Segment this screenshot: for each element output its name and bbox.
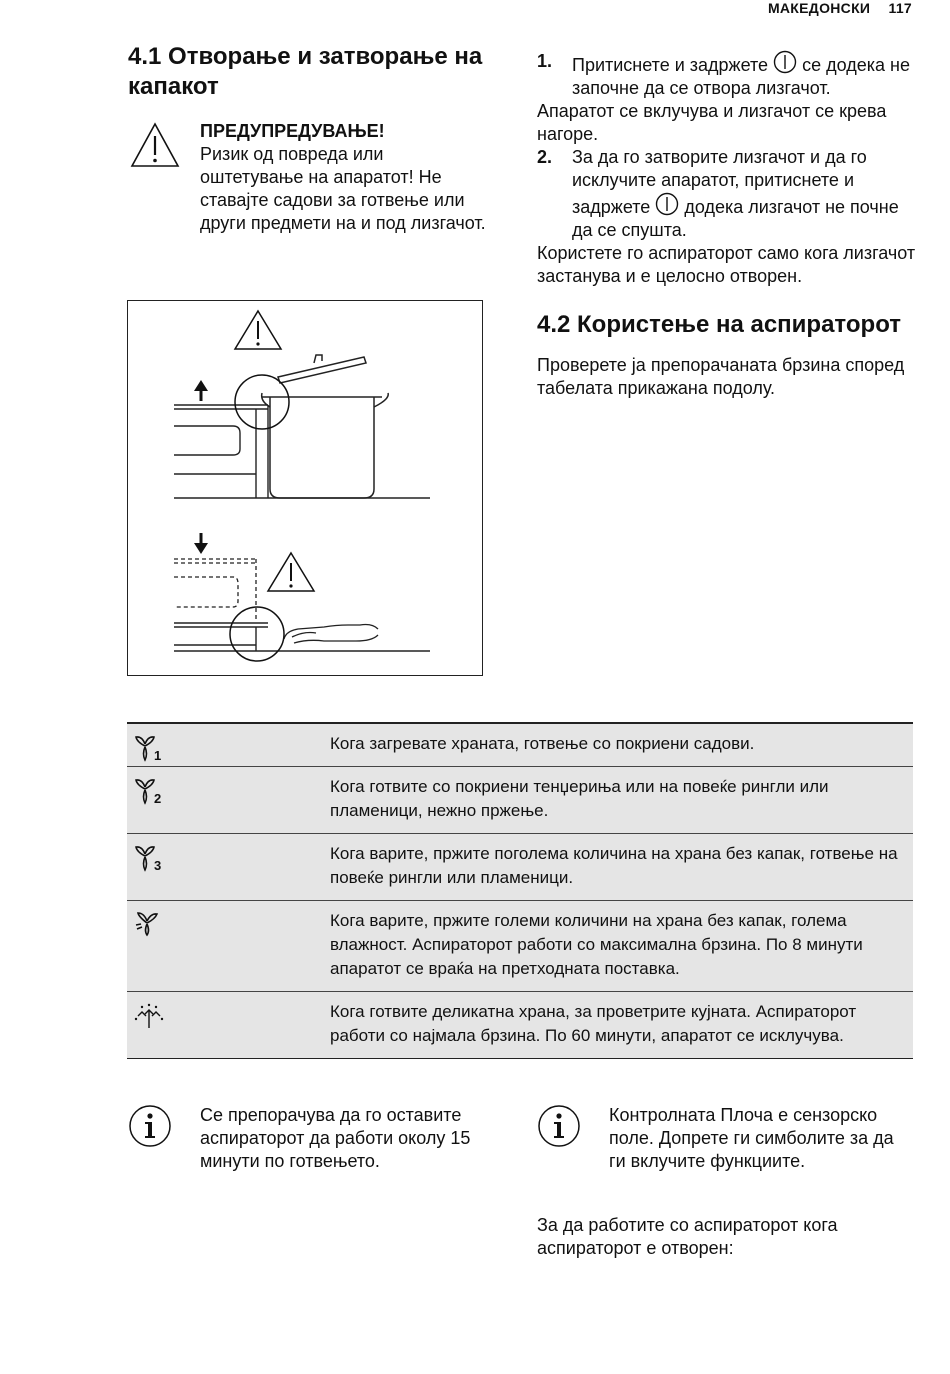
warning-triangle-icon (268, 553, 314, 591)
language-label: МАКЕДОНСКИ (767, 0, 871, 16)
step-2-result: Користете го аспираторот само кога лизгачот застанува и е целосно отворен. (537, 243, 916, 286)
power-button-icon (655, 192, 679, 216)
table-row (127, 991, 913, 1058)
info-icon (537, 1104, 581, 1148)
info-text: Се препорачува да го оставите аспираторот да работи околу 15 минути по готвењето. (200, 1105, 471, 1171)
final-paragraph: За да работите со аспираторот кога аспираторот е отворен: (537, 1215, 838, 1258)
closed-slider (174, 623, 430, 651)
fan-boost-icon (133, 911, 165, 939)
row-text: Кога варите, пржите големи количини на храна без капак, голема влажност. Аспираторот работи со максимална брзина. По 8 минути апаратот се враќа на претходната поставка. (330, 911, 863, 978)
fan-speed-1-icon (133, 734, 165, 762)
right-column (537, 50, 917, 400)
table-row (127, 724, 913, 766)
section-41-title: 4.1 Отворање и затворање на капакот (128, 43, 483, 100)
table-row (127, 833, 913, 900)
warning-triangle-icon (235, 311, 281, 349)
table-row (127, 766, 913, 833)
table-row (127, 900, 913, 991)
step-text-after: се додека не започне да се отвора лизгачот. (572, 55, 910, 98)
info-text: Контролната Плоча е сензорско поле. Допрете ги симболите за да ги вклучите функциите. (609, 1105, 894, 1171)
step-1-result: Апаратот се вклучува и лизгачот се крева нагоре. (537, 101, 887, 144)
fan-speed-2-icon (133, 777, 165, 805)
row-text: Кога готвите со покриени тенџериња или на повеќе рингли или пламеници, нежно пржење. (330, 777, 829, 820)
warning-triangle-icon (130, 122, 180, 168)
lid-illustration (127, 300, 483, 676)
page-header (768, 0, 912, 16)
left-column (128, 42, 488, 290)
power-button-icon (773, 50, 797, 74)
svg-text:3: 3 (154, 858, 162, 872)
warning-block (128, 120, 488, 290)
lowering-slider (174, 559, 256, 621)
section-42-title: 4.2 Користење на аспираторот (537, 311, 902, 338)
step-1 (537, 50, 917, 100)
pot-drawing (262, 355, 389, 498)
raised-slider (174, 405, 268, 498)
step-number: 1. (537, 51, 553, 71)
info-icon (128, 1104, 172, 1148)
info-note-left (128, 1104, 498, 1204)
row-text: Кога готвите деликатна храна, за проветрите кујната. Аспираторот работи со најмала брзина. По 60 минути, апаратот се исклучува. (330, 1002, 857, 1045)
row-text: Кога варите, пржите поголема количина на храна без капак, готвење на повеќе рингли или пламеници. (330, 844, 898, 887)
fan-speed-3-icon (133, 844, 165, 872)
warning-text-block (200, 120, 490, 235)
row-text: Кога загревате храната, готвење со покриени садови. (330, 734, 755, 753)
step-text: Притиснете и задржете (572, 55, 769, 75)
lid-diagram (128, 301, 482, 675)
arrow-up-icon (194, 380, 208, 401)
arrow-down-icon (194, 533, 208, 554)
svg-text:2: 2 (154, 791, 162, 805)
steps-list (537, 50, 917, 288)
fan-speed-table (127, 722, 913, 1059)
section-42-intro: Проверете ја препорачаната брзина според табелата прикажана подолу. (537, 355, 905, 398)
warning-title: ПРЕДУПРЕДУВАЊЕ! (200, 121, 385, 141)
step-number: 2. (537, 147, 553, 167)
step-text: За да го затворите лизгачот и да го исклучите апаратот, притиснете и задржете (572, 147, 867, 217)
hand-drawing (284, 625, 378, 644)
svg-text:1: 1 (154, 748, 162, 762)
page-number: 117 (888, 0, 912, 16)
fan-breeze-icon (133, 1002, 165, 1030)
step-2 (537, 146, 917, 242)
step-text-after: додека лизгачот не почне да се спушта. (572, 197, 899, 240)
warning-text: Ризик од повреда или оштетување на апаратот! Не ставајте садови за готвење или други предмети на и под лизгачот. (200, 144, 486, 233)
info-note-right (537, 1104, 917, 1204)
